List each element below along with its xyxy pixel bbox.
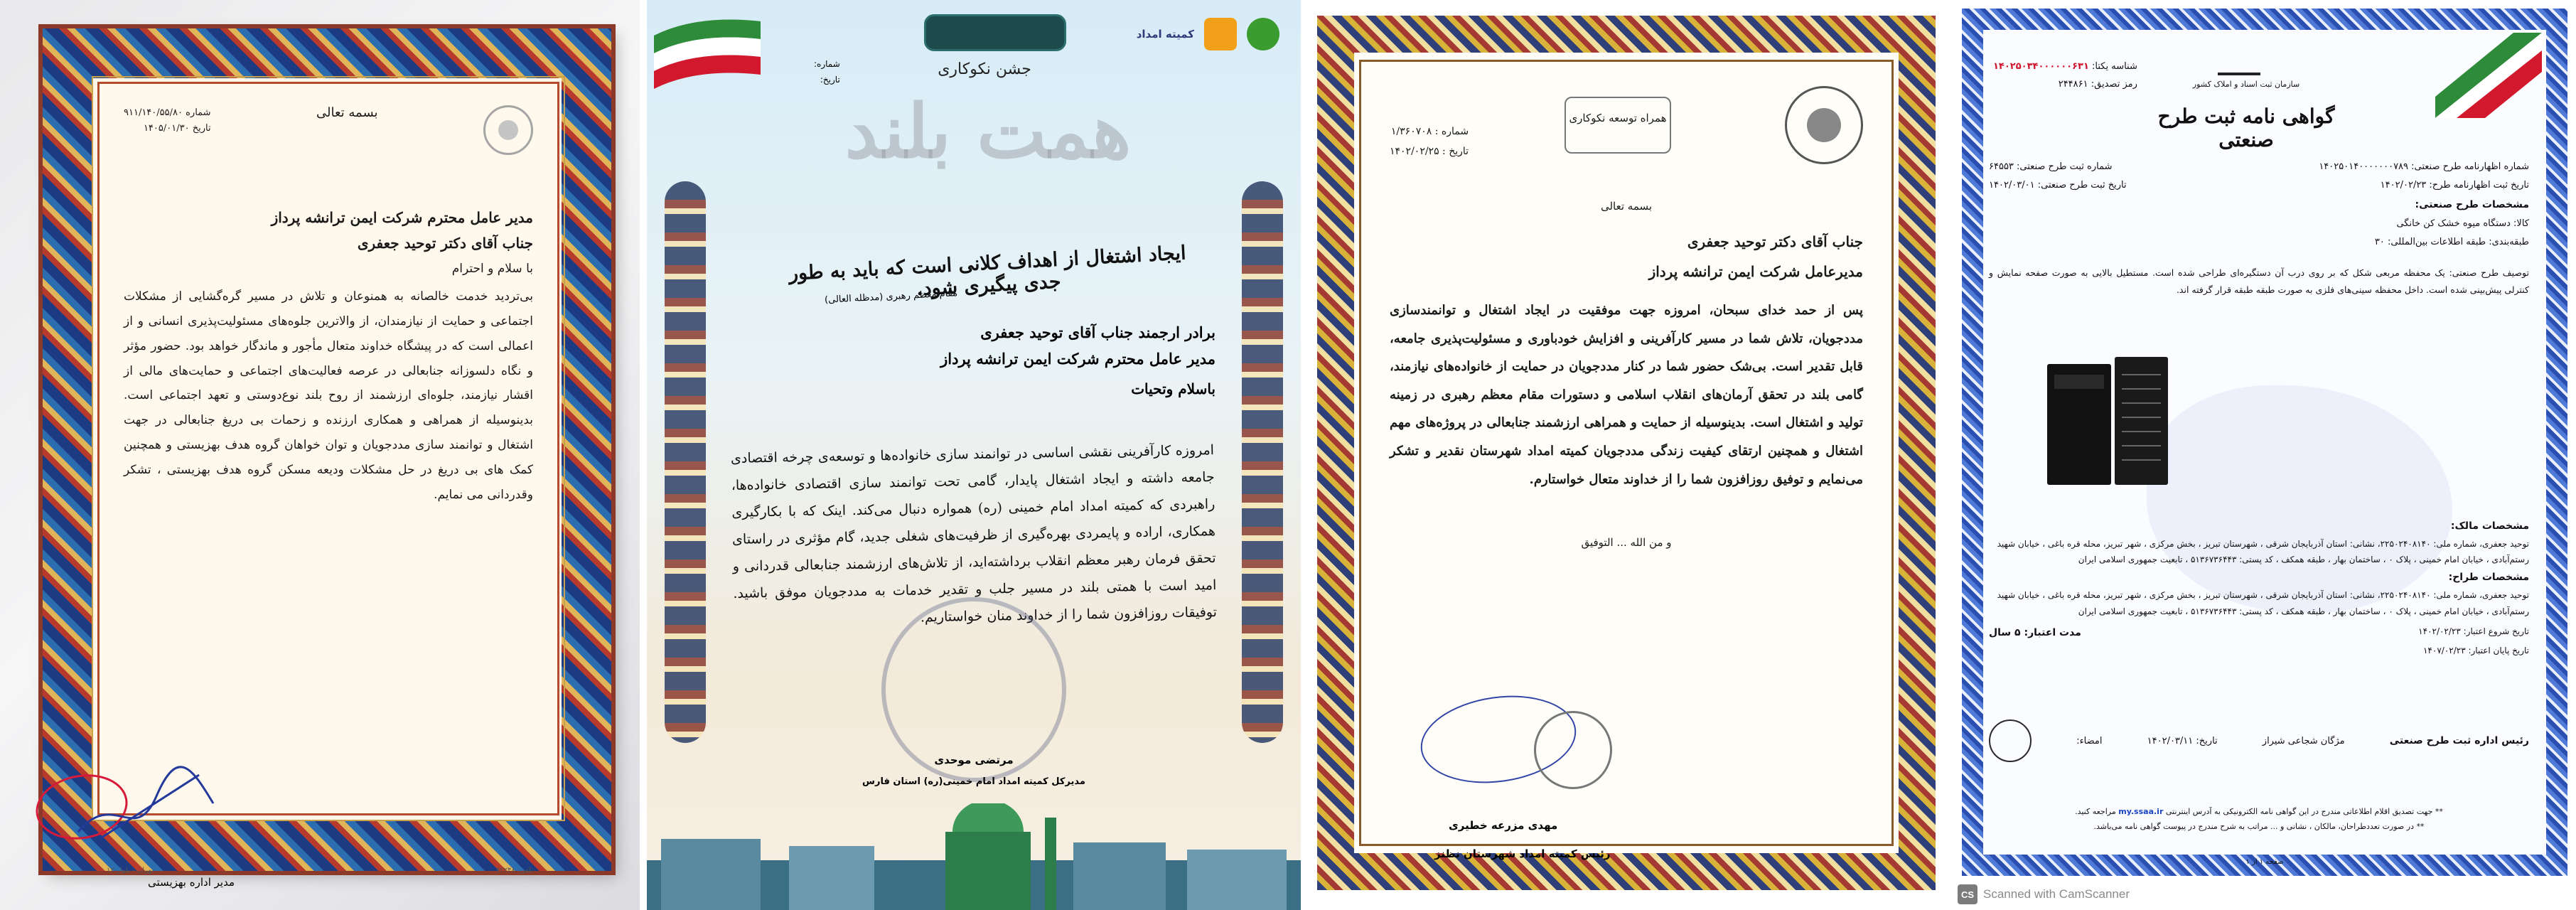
signer-name: مهدی مزرعه خطیری — [1449, 819, 1558, 832]
recipient-line-2: مدیر عامل محترم شرکت ایمن ترانشه پرداز — [940, 350, 1215, 368]
office-stamp-icon — [1989, 719, 2032, 762]
signer-title: مدیرکل کمیته امداد امام خمینی(ره) استان فارس — [862, 776, 1085, 787]
signer-title: رئیس کمیته امداد شهرستان نظنز — [1434, 847, 1611, 860]
verify-note-end: مراجعه کنید. — [2075, 807, 2116, 816]
letter-behzisti-photo — [0, 0, 640, 910]
imdad-logo-icon — [1204, 18, 1237, 50]
recipient — [732, 323, 1215, 397]
certificate-body — [1983, 30, 2546, 866]
letter-header — [124, 105, 533, 198]
recipient-line-1: جناب آقای دکتر توحید جعفری — [1687, 233, 1863, 250]
registration-date: تاریخ ثبت طرح صنعتی: ۱۴۰۲/۰۳/۰۱ — [1989, 180, 2127, 191]
owner-section — [1989, 517, 2529, 659]
designer-heading: مشخصات طراح: — [2448, 572, 2529, 584]
letter-body-area — [97, 82, 559, 815]
iran-flag-icon — [654, 7, 761, 92]
application-number: شماره اظهارنامه طرح صنعتی: ۱۴۰۲۵۰۱۴۰۰۰۰۰۰۰۷۸۹ — [2319, 161, 2529, 172]
verify-link[interactable]: my.ssaa.ir — [2118, 807, 2164, 816]
calligraphy-title: همت بلند — [844, 87, 1132, 175]
code-value: ۲۴۴۸۶۱ — [2058, 78, 2088, 90]
spec-class: طبقه‌بندی: طبقه اطلاعات بین‌المللی: ۳۰ — [2374, 237, 2529, 247]
page-number: صفحه ۱ از ۱ — [2245, 858, 2284, 866]
footer-right: تلفن: ۴۲۲۴۸ — [495, 867, 533, 874]
signer-title: مدیر اداره بهزیستی — [148, 876, 235, 889]
shrine-skyline-icon — [647, 803, 1301, 910]
signer-name: مژگان شجاعی شیراز — [2262, 735, 2345, 746]
office-head-label: رئیس اداره ثبت طرح صنعتی — [2389, 735, 2529, 746]
letter-text: پس از حمد خدای سبحان، امروزه جهت موفقیت در ایجاد اشتغال و توانمندسازی مددجویان، تلاش شما در مسیر کارآفرینی و افزایش خودباوری و مسئولیت‌پذیری جامعه، قابل تقدیر است. بی‌شک حضور شما در کنار مددجویان در حمایت از خانواده‌های نیازمند، گامی بلند در تحقق آرمان‌های انقلاب اسلامی و دستورات مقام معظم رهبری در زمینه تولید و اشتغال است. بدینوسیله از حمایت و همراهی ارزشمند جنابعالی در پروژه‌های مهم اشتغال و همچنین ارتقای کیفیت زندگی مددجویان کمیته امداد شهرستان نقدیر و تشکر می‌نمایم و توفیق روزافزون شما را از خداوند متعال خواستارم. — [1390, 303, 1863, 487]
owner-details: توحید جعفری، شماره ملی: ۲۲۵۰۲۴۰۸۱۴۰، نشانی: استان آذربایجان شرقی ، شهرستان تبریز ، بخش مرکزی ، شهر تبریز، محله قره باغی ، خیابان شهید رستم‌آبادی ، خیابان امام خمینی ، پلاک ۰ ، ساختمان بهار ، طبقه همکف ، کد پستی: ۵۱۳۶۷۳۶۴۴۳ ، تابعیت جمهوری اسلامی ایران — [1997, 538, 2529, 565]
camscanner-watermark — [1953, 880, 2134, 909]
signature-block — [1420, 697, 1633, 803]
emblem-logo-icon — [1247, 18, 1279, 50]
code-label: رمز تصدیق: — [2091, 78, 2137, 90]
owner-heading: مشخصات مالک: — [2450, 520, 2529, 532]
registration-rows — [1989, 158, 2529, 252]
imdad-logo-icon — [1785, 86, 1863, 164]
validity-row — [1989, 623, 2529, 643]
product-photo-dryer-icon — [2026, 343, 2189, 506]
id-label: شناسه یکتا: — [2092, 61, 2137, 72]
registration-number: شماره ثبت طرح صنعتی: ۶۴۵۵۳ — [1989, 161, 2113, 172]
justice-scale-icon — [2218, 40, 2260, 75]
greeting: با سلام و احترام — [451, 262, 533, 276]
sign-label: امضاء: — [2076, 735, 2103, 746]
spec-heading: مشخصات طرح صنعتی: — [2415, 199, 2529, 210]
letter-meta — [124, 105, 211, 136]
meta-number: شماره: — [814, 59, 840, 69]
slogan: ایجاد اشتغال از اهداف کلانی است که باید به طور جدی پیگیری شود. — [788, 242, 1187, 301]
spec-item: کالا: دستگاه میوه خشک کن خانگی — [2396, 218, 2529, 229]
certificate-ids — [1993, 58, 2137, 93]
camscanner-logo-icon: CS — [1958, 884, 1977, 904]
validity-period: مدت اعتبار: ۵ سال — [1989, 627, 2081, 639]
camscanner-text: Scanned with CamScanner — [1983, 887, 2130, 901]
recipient — [1390, 227, 1863, 287]
letter-date: تاریخ ۱۴۰۵/۰۱/۳۰ — [143, 123, 211, 134]
industrial-design-certificate — [1953, 0, 2576, 910]
stamp-icon — [1534, 711, 1612, 789]
behzisti-logo-icon — [483, 105, 533, 155]
multiple-owners-note: ** در صورت تعددطراحان، مالکان ، نشانی و ... مراتب به شرح مندرج در پیوست گواهی نامه می‌باشد. — [2093, 821, 2425, 831]
slogan-source: مقام معظم رهبری (مدظله العالی) — [824, 288, 958, 306]
salutation: باسلام وتحیات — [1131, 380, 1215, 397]
start-date: تاریخ شروع اعتبار: ۱۴۰۲/۰۲/۲۳ — [2418, 626, 2529, 637]
footer-left: تهران - بلوار ۱۲ — [107, 867, 154, 874]
letter-meta — [1390, 122, 1469, 161]
letter-text: بی‌تردید خدمت خالصانه به همنوعان و تلاش در مسیر گره‌گشایی از مشکلات اجتماعی و حمایت از نیازمندان، از والاترین جلوه‌های مسئولیت‌پذیری انسانی و از اعمالی است که در پیشگاه خداوند متعال مأجور و ماندگار خواهد بود. حضور مؤثر و نگاه دلسوزانه جنابعالی در عرصه فعالیت‌های اجتماعی و حمایت‌های مالی از اقشار نیازمند، جلوه‌ای ارزشمند از روح بلند نوع‌دوستی و تعهد اجتماعی است. بدینوسیله از همراهی و همکاری ارزنده و زحمات بی دریغ جنابعالی در جهت اشتغال و توانمند سازی مددجویان و توان خواهان گروه هدف بهزیستی و همچنین کمک های بی دریغ در حل مشکلات ودیعه مسکن گروه هدف بهزیستی ، تشکر وقدردانی می نمایم. — [124, 289, 533, 502]
designer-details: توحید جعفری، شماره ملی: ۲۲۵۰۲۴۰۸۱۴۰، نشانی: استان آذربایجان شرقی ، شهرستان تبریز ، بخش مرکزی ، شهر تبریز، محله قره باغی ، خیابان شهید رستم‌آبادی ، خیابان امام خمینی ، پلاک ۰ ، ساختمان بهار ، طبقه همکف ، کد پستی: ۵۱۳۶۷۳۶۴۴۳ ، تابعیت جمهوری اسلامی ایران — [1997, 589, 2529, 616]
org-name: کمیته امداد — [1136, 28, 1194, 41]
letter-number: شماره : ۱/۳۶۰۷۰۸ — [1390, 126, 1469, 137]
design-description: توصیف طرح صنعتی: یک محفظه مربعی شکل که بر روی درب آن دستگیره‌ای طراحی شده است. مستطیل بالایی به صورت صفحه نمایش و کنترلی پیش‌بینی شده است. داخل محفظه سینی‌های فلزی به صورت طبقه طبقه قرار گرفته اند. — [1989, 267, 2529, 295]
recipient-line-2: مدیرعامل شرکت ایمن ترانشه پرداز — [1648, 263, 1863, 280]
certificate-footer — [1989, 805, 2529, 835]
letter-number: شماره ۹۱۱/۱۴۰/۵۵/۸۰ — [124, 107, 211, 118]
left-ornament — [665, 181, 706, 743]
letter-date: تاریخ : ۱۴۰۲/۰۲/۲۵ — [1390, 146, 1469, 157]
right-ornament — [1242, 181, 1283, 743]
id-value: ۱۴۰۲۵۰۳۴۰۰۰۰۰۰۶۳۱ — [1993, 61, 2089, 72]
letter-meta — [814, 57, 840, 87]
sign-date: تاریخ: ۱۴۰۲/۰۳/۱۱ — [2147, 735, 2218, 746]
signature-row — [1989, 719, 2529, 762]
calligraphy-badge: همراه توسعه نکوکاری — [1565, 97, 1671, 154]
letter-text: امروزه کارآفرینی نقشی اساسی در توانمند سازی خانواده‌ها و توسعه‌ی چرخه اقتصادی جامعه داشته و ایجاد اشتغال پایدار، گامی تحت توانمند سازی اقتصادی خانواده‌ها، راهبردی که کمیته امداد امام خمینی (ره) همواره دنبال می‌کند. اینک که با بکارگیری همکاری، اراده و پایمردی بهره‌گیری از ظرفیت‌های شغلی جدید، گام مؤثری در راستای تحقق فرمان رهبر معظم انقلاب برداشته‌اید، از تلاش‌های ارزشمند جنابعالی قدردانی و امید است با همتی بلند در مسیر جلب و تقدیر خدمات به مددجویان موفق باشید. توفیقات روزافزون شما را از خداوند منان خواستاریم. — [730, 442, 1218, 626]
letter-imdad-fars — [647, 0, 1301, 910]
letter-header — [1390, 79, 1863, 200]
letter-footer — [107, 867, 533, 874]
closing: و من الله ... التوفیق — [1581, 536, 1672, 550]
iran-flag-icon — [2435, 33, 2542, 118]
letter-imdad-natanz — [1306, 0, 1946, 910]
recipient-line-1: مدیر عامل محترم شرکت ایمن ترانشه پرداز — [271, 209, 533, 226]
application-date: تاریخ ثبت اظهارنامه طرح: ۱۴۰۲/۰۲/۲۳ — [2380, 180, 2529, 191]
signature-block — [839, 754, 1109, 787]
verify-note: ** جهت تصدیق اقلام اطلاعاتی مندرج در این گواهی نامه الکترونیکی به آدرس اینترنتی — [2165, 807, 2443, 816]
bismillah: بسمه تعالی — [1600, 200, 1653, 213]
meta-date: تاریخ: — [820, 74, 840, 85]
recipient — [124, 205, 533, 256]
calligraphy-subtitle: جشن نکوکاری — [938, 60, 1031, 78]
bismillah: بسمه تعالی — [316, 105, 378, 120]
recipient-line-1: برادر ارجمند جناب آقای توحید جعفری — [980, 323, 1215, 341]
header-badge — [924, 14, 1066, 51]
recipient-line-2: جناب آقای دکتر توحید جعفری — [357, 235, 533, 252]
signature-icon — [71, 761, 220, 846]
signer-name: مرتضی موحدی — [934, 754, 1014, 766]
org-name: سازمان ثبت اسناد و املاک کشور — [2192, 80, 2300, 89]
org-logos — [1137, 18, 1279, 50]
end-date: تاریخ پایان اعتبار: ۱۴۰۷/۰۲/۲۳ — [2422, 645, 2529, 655]
certificate-title: گواهی نامه ثبت طرح صنعتی — [2157, 105, 2335, 151]
